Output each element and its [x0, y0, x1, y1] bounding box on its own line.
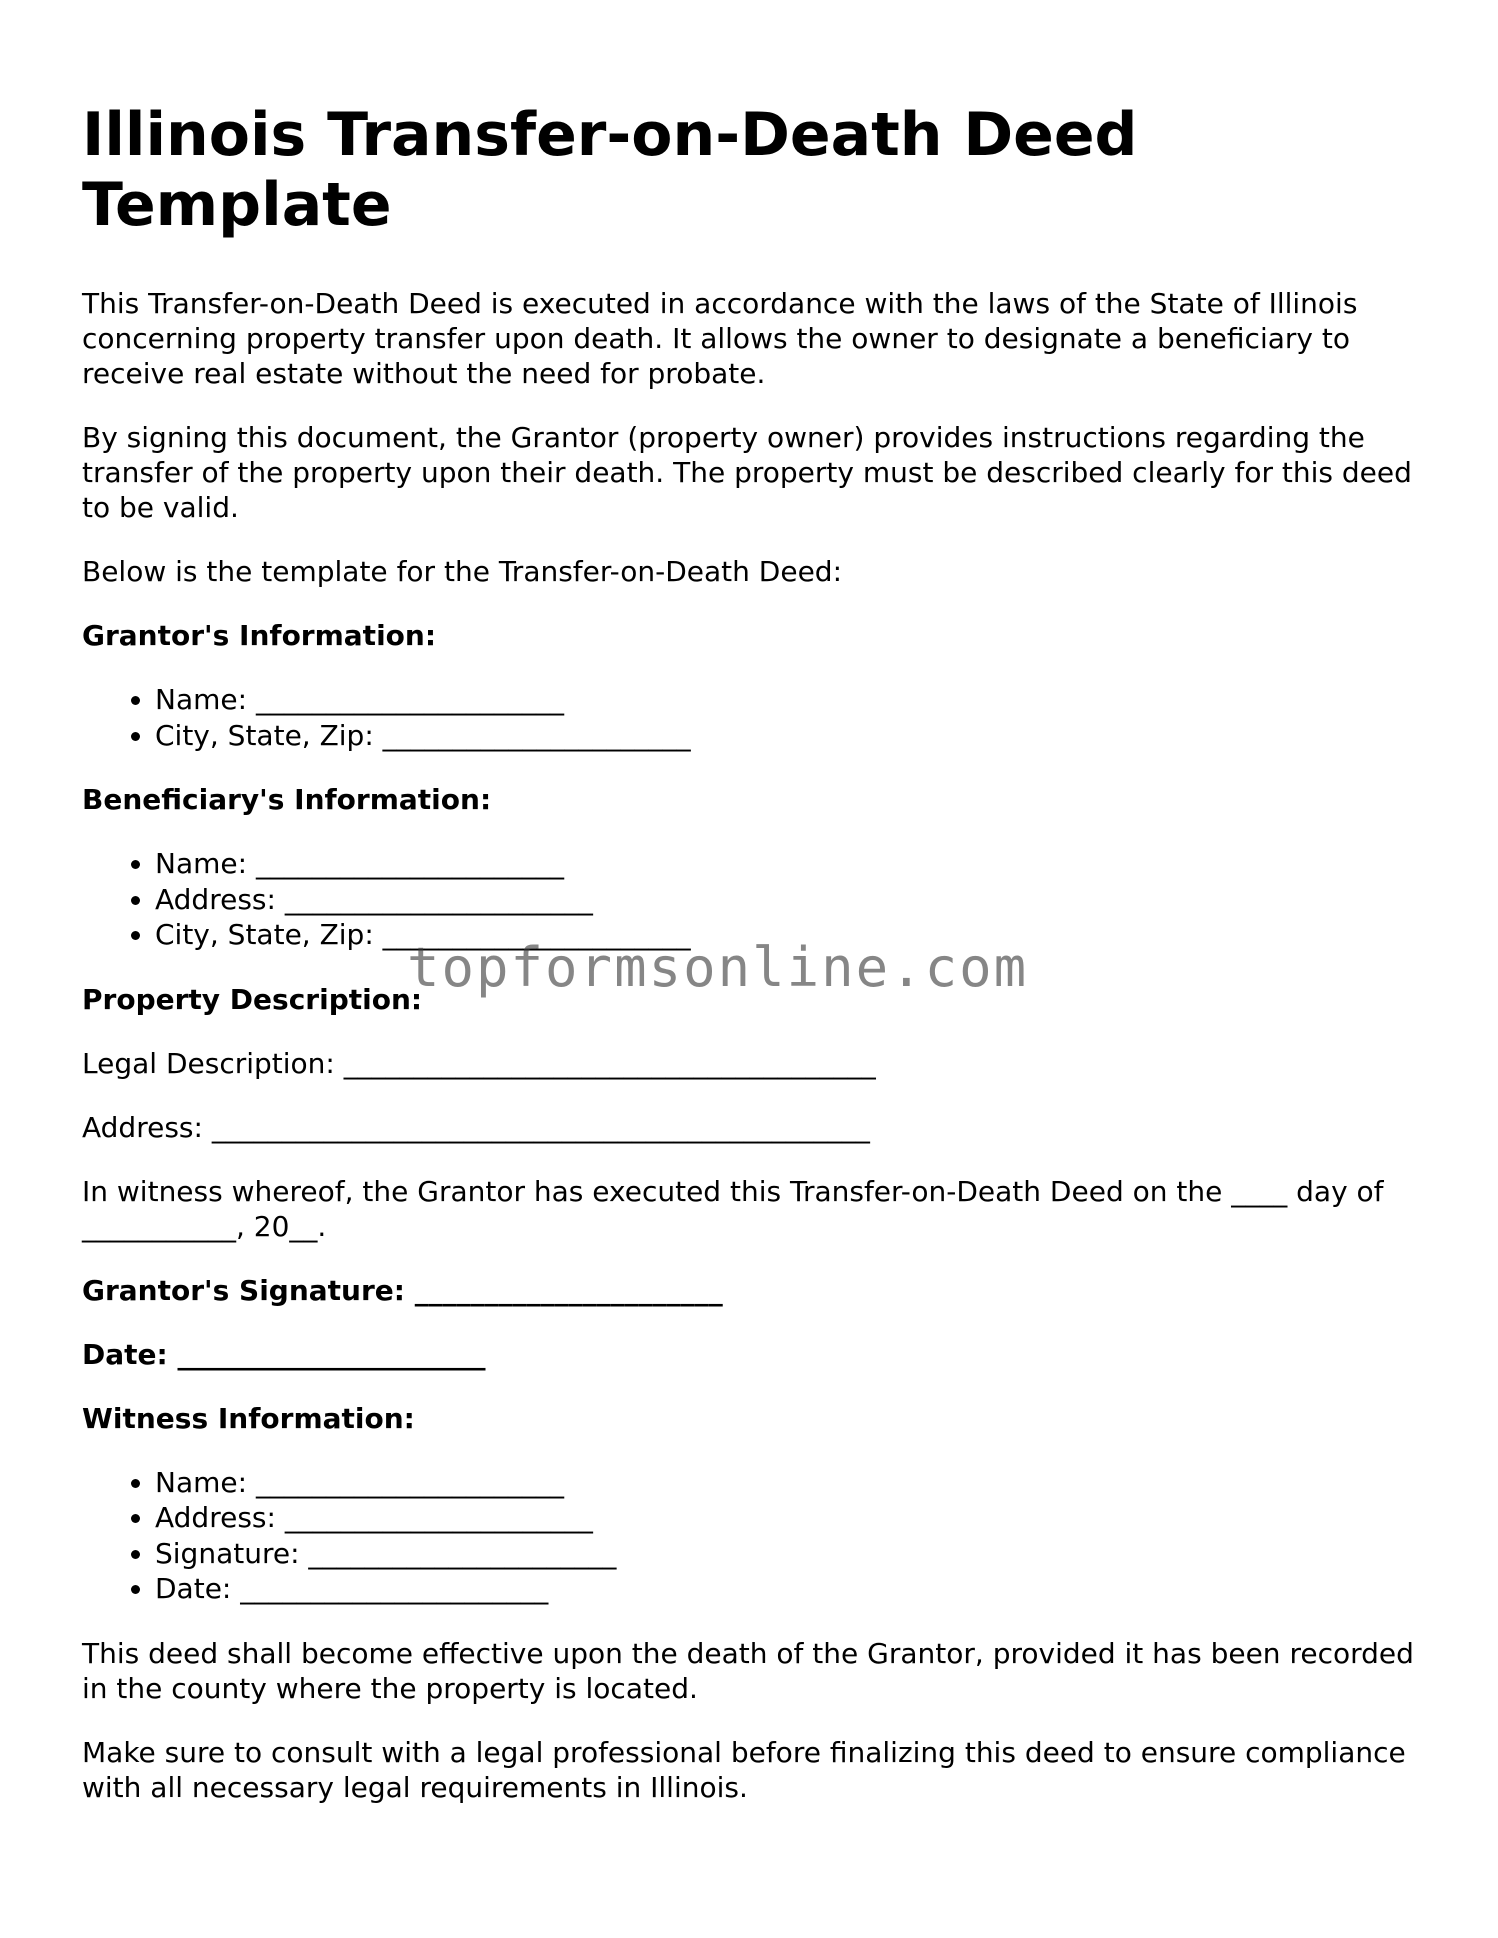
- grantor-signature-field: Grantor's Signature: ______________________: [82, 1273, 723, 1307]
- grantor-heading: Grantor's Information:: [82, 619, 437, 652]
- grantor-list: [82, 682, 1422, 753]
- watermark: topformsonline.com: [407, 936, 1029, 999]
- page-title: Illinois Transfer-on-Death Deed Template: [82, 100, 1138, 240]
- property-legal-description-field: Legal Description: ______________________________________: [82, 1046, 876, 1080]
- date-field: Date: ______________________: [82, 1337, 486, 1371]
- witness-list: [82, 1465, 1422, 1607]
- witness-date-field: • Date: ______________________: [155, 1571, 1422, 1607]
- witness-signature-field: • Signature: ______________________: [155, 1536, 1422, 1572]
- property-address-field: Address: _______________________________________________: [82, 1110, 870, 1144]
- witness-clause: In witness whereof, the Grantor has executed this Transfer-on-Death Deed on the ____ day of ___________, 20__.: [82, 1174, 1384, 1243]
- grantor-name-field: • Name: ______________________: [155, 682, 1422, 718]
- witness-name-field: • Name: ______________________: [155, 1465, 1422, 1501]
- document-page: [82, 100, 1422, 1834]
- witness-address-field: • Address: ______________________: [155, 1500, 1422, 1536]
- intro-paragraph-2: By signing this document, the Grantor (property owner) provides instructions regarding the transfer of the property upon their death. The property must be described clearly for this deed to be valid.: [82, 421, 1412, 524]
- intro-paragraph-1: This Transfer-on-Death Deed is executed in accordance with the laws of the State of Illinois concerning property transfer upon death. It allows the owner to designate a beneficiary to receive real estate without the need for probate.: [82, 287, 1358, 390]
- intro-paragraph-3: Below is the template for the Transfer-on-Death Deed:: [82, 555, 843, 588]
- property-heading: Property Description:: [82, 982, 423, 1016]
- beneficiary-list: [82, 846, 1422, 953]
- beneficiary-city-state-zip-field: • City, State, Zip: ______________________: [155, 917, 1422, 953]
- beneficiary-heading: Beneficiary's Information:: [82, 783, 492, 816]
- closing-paragraph-1: This deed shall become effective upon the death of the Grantor, provided it has been recorded in the county where the property is located.: [82, 1636, 1414, 1705]
- grantor-city-state-zip-field: • City, State, Zip: ______________________: [155, 718, 1422, 754]
- closing-paragraph-2: Make sure to consult with a legal professional before finalizing this deed to ensure compliance with all necessary legal requirements in Illinois.: [82, 1735, 1406, 1804]
- beneficiary-name-field: • Name: ______________________: [155, 846, 1422, 882]
- witness-heading: Witness Information:: [82, 1401, 415, 1435]
- beneficiary-address-field: • Address: ______________________: [155, 882, 1422, 918]
